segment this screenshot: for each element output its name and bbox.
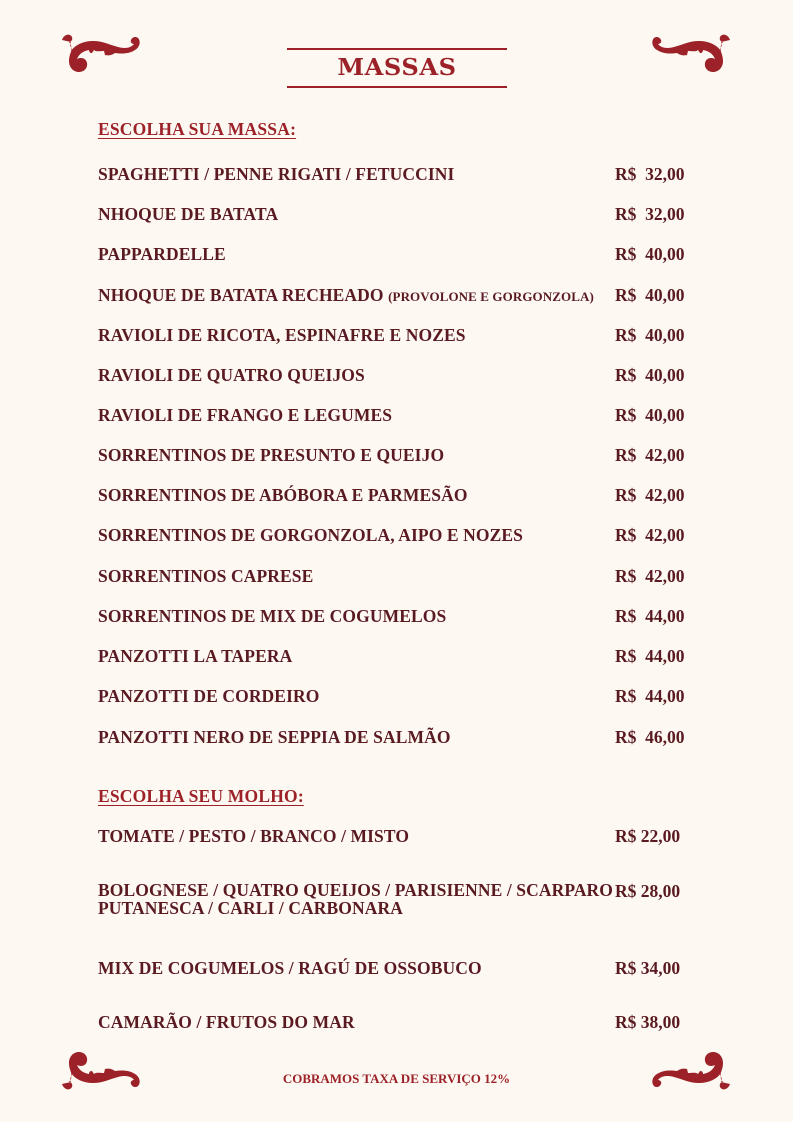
menu-item-row	[98, 204, 698, 226]
menu-item-name: PANZOTTI NERO DE SEPPIA DE SALMÃO	[98, 727, 451, 747]
sauce-item-name: TOMATE / PESTO / BRANCO / MISTO	[98, 826, 410, 846]
sauce-item-price: R$ 28,00	[615, 881, 681, 901]
menu-item-price: R$ 46,00	[615, 727, 685, 747]
menu-item-price: R$ 42,00	[615, 525, 685, 545]
menu-item-name: RAVIOLI DE QUATRO QUEIJOS	[98, 365, 365, 385]
menu-item-row	[98, 244, 698, 266]
menu-item-name: SORRENTINOS DE MIX DE COGUMELOS	[98, 606, 447, 626]
menu-item-price: R$ 40,00	[615, 325, 685, 345]
sauce-item-price: R$ 34,00	[615, 958, 681, 978]
service-charge-note: COBRAMOS TAXA DE SERVIÇO 12%	[282, 1071, 511, 1086]
menu-item-price: R$ 32,00	[615, 164, 685, 184]
menu-item-row	[98, 405, 698, 427]
pasta-section-heading: ESCOLHA SUA MASSA:	[98, 119, 297, 139]
title-rule-bottom	[287, 86, 507, 88]
menu-item-row	[98, 285, 698, 307]
sauce-item-price: R$ 22,00	[615, 826, 681, 846]
menu-item-row	[98, 485, 698, 507]
menu-item-row	[98, 365, 698, 387]
menu-item-row	[98, 727, 698, 749]
menu-item-price: R$ 42,00	[615, 485, 685, 505]
menu-item-name: NHOQUE DE BATATA RECHEADO (PROVOLONE E GORGONZOLA)	[98, 285, 594, 305]
menu-item-row	[98, 646, 698, 668]
sauce-item-name: MIX DE COGUMELOS / RAGÚ DE OSSOBUCO	[98, 958, 482, 978]
menu-item-name: PAPPARDELLE	[98, 244, 226, 264]
menu-item-name: SORRENTINOS DE PRESUNTO E QUEIJO	[98, 445, 445, 465]
menu-item-price: R$ 40,00	[615, 405, 685, 425]
flourish-ornament-icon	[58, 30, 144, 82]
menu-item-price: R$ 40,00	[615, 285, 685, 305]
sauce-item-name: CAMARÃO / FRUTOS DO MAR	[98, 1012, 355, 1032]
menu-item-name: SPAGHETTI / PENNE RIGATI / FETUCCINI	[98, 164, 455, 184]
menu-item-row	[98, 566, 698, 588]
menu-item-name: PANZOTTI LA TAPERA	[98, 646, 293, 666]
menu-item-name: NHOQUE DE BATATA	[98, 204, 279, 224]
menu-item-row	[98, 606, 698, 628]
sauce-item-price: R$ 38,00	[615, 1012, 681, 1032]
menu-item-name: SORRENTINOS DE GORGONZOLA, AIPO E NOZES	[98, 525, 523, 545]
menu-item-row	[98, 686, 698, 708]
menu-item-price: R$ 42,00	[615, 566, 685, 586]
sauce-item-row	[98, 958, 698, 980]
sauce-section-heading: ESCOLHA SEU MOLHO:	[98, 786, 304, 806]
page-title: MASSAS	[337, 54, 457, 81]
menu-item-price: R$ 32,00	[615, 204, 685, 224]
menu-item-price: R$ 42,00	[615, 445, 685, 465]
menu-item-row	[98, 325, 698, 347]
sauce-item-row	[98, 881, 698, 921]
menu-item-name: PANZOTTI DE CORDEIRO	[98, 686, 320, 706]
sauce-item-name: BOLOGNESE / QUATRO QUEIJOS / PARISIENNE / SCARPARO PUTANESCA / CARLI / CARBONARA	[98, 880, 614, 918]
menu-item-name: SORRENTINOS CAPRESE	[98, 566, 314, 586]
menu-item-name: SORRENTINOS DE ABÓBORA E PARMESÃO	[98, 485, 468, 505]
sauce-item-row	[98, 1012, 698, 1034]
page-title-block	[287, 48, 507, 88]
menu-item-row	[98, 525, 698, 547]
menu-item-price: R$ 44,00	[615, 686, 685, 706]
menu-item-note: (PROVOLONE E GORGONZOLA)	[388, 289, 594, 304]
sauce-item-row	[98, 826, 698, 848]
flourish-ornament-icon	[648, 30, 734, 82]
menu-item-row	[98, 164, 698, 186]
menu-item-price: R$ 44,00	[615, 606, 685, 626]
menu-item-price: R$ 44,00	[615, 646, 685, 666]
menu-item-row	[98, 445, 698, 467]
menu-item-name: RAVIOLI DE FRANGO E LEGUMES	[98, 405, 393, 425]
menu-item-name: RAVIOLI DE RICOTA, ESPINAFRE E NOZES	[98, 325, 466, 345]
menu-item-price: R$ 40,00	[615, 244, 685, 264]
menu-item-price: R$ 40,00	[615, 365, 685, 385]
